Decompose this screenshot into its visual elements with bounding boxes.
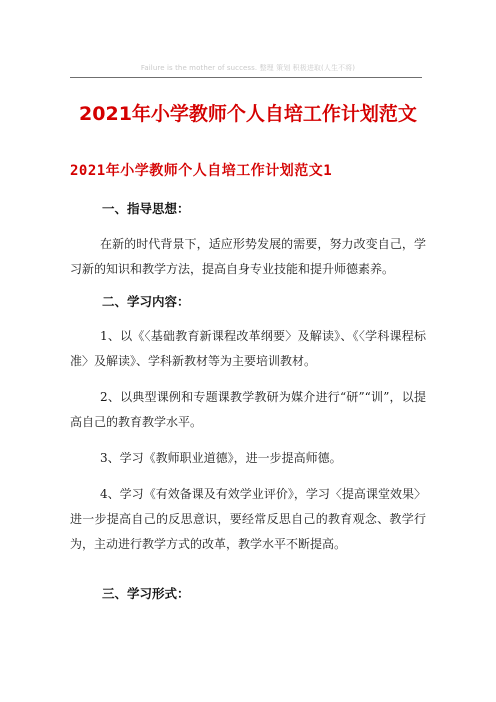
paragraph-content-item-3: 3、学习《教师职业道德》，进一步提高师德。 <box>100 451 342 465</box>
paragraph-guiding-ideology: 在新的时代背景下，适应形势发展的需要，努力改变自己，学习新的知识和教学方法，提高自身专业技能和提升师德素养。 <box>70 237 426 276</box>
header-motto: Failure is the mother of success. 整理 策划 积极进取(人生不将) <box>140 64 356 72</box>
paragraph-content-item-1: 1、以《〈基础教育新课程改革纲要〉及解读》、《〈学科课程标准〉及解读》、学科新教材等为主要培训教材。 <box>70 329 426 368</box>
paragraph-content-item-2: 2、以典型课例和专题课教学教研为媒介进行“研”“训”，以提高自己的教育教学水平。 <box>70 390 426 429</box>
heading-learning-content: 二、学习内容： <box>102 294 190 309</box>
section-title: 2021年小学教师个人自培工作计划范文1 <box>70 163 333 179</box>
heading-learning-form: 三、学习形式： <box>102 586 190 601</box>
header-divider <box>70 77 422 78</box>
heading-guiding-ideology: 一、指导思想： <box>102 201 190 216</box>
document-title: 2021年小学教师个人自培工作计划范文 <box>79 103 417 125</box>
paragraph-content-item-4: 4、学习《有效备课及有效学业评价》，学习〈提高课堂效果〉进一步提高自己的反思意识，要经常反思自己的教育观念、教学行为，主动进行教学方式的改革，教学水平不断提高。 <box>70 487 426 551</box>
